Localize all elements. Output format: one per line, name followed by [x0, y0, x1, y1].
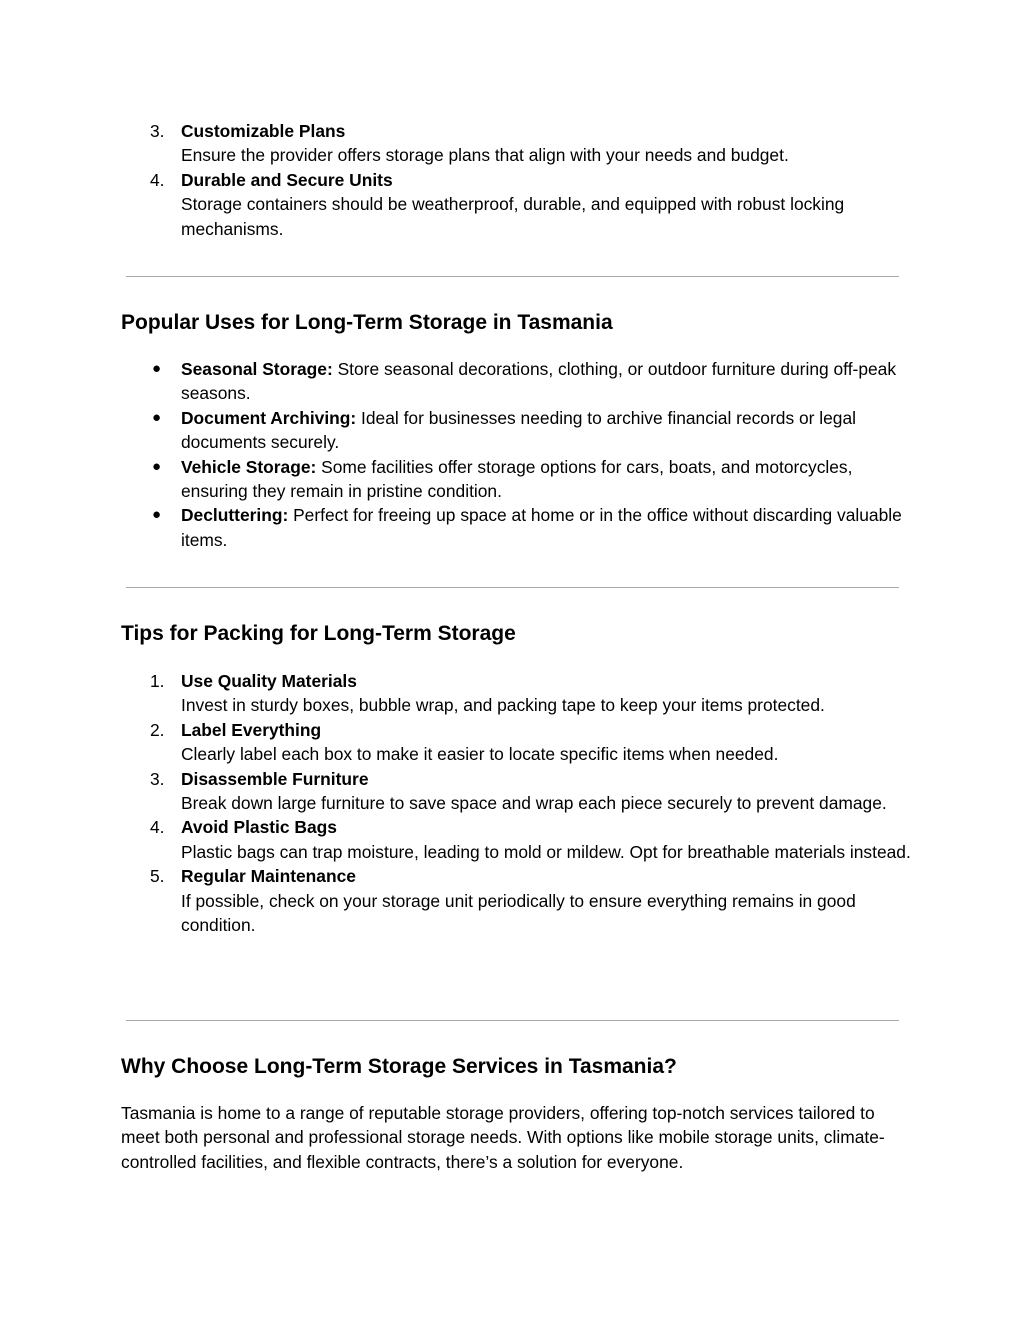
list-item-text: Store seasonal decorations, clothing, or outdoor furniture during off-peak seasons. [181, 359, 897, 404]
bullet-icon: ● [152, 408, 162, 426]
list-item [121, 864, 911, 937]
list-item [121, 119, 911, 168]
list-number: 4. [150, 817, 165, 838]
list-item-title: Use Quality Materials [181, 671, 357, 691]
list-item [121, 503, 911, 552]
list-item-description: If possible, check on your storage unit periodically to ensure everything remains in good condition. [181, 890, 856, 936]
list-number: 5. [150, 866, 165, 887]
criteria-list [121, 119, 911, 241]
list-number: 3. [150, 121, 165, 141]
tips-list [121, 669, 911, 937]
uses-list [121, 357, 911, 552]
list-item-title: Seasonal Storage: [181, 359, 333, 379]
list-item-title: Durable and Secure Units [181, 169, 393, 190]
list-item-title: Label Everything [181, 719, 322, 740]
list-item-description: Plastic bags can trap moisture, leading to mold or mildew. Opt for breathable materials instead. [181, 841, 911, 862]
section-divider [126, 276, 899, 277]
list-item [121, 815, 911, 864]
list-item-title: Decluttering: [181, 505, 289, 526]
list-item-description: Ensure the provider offers storage plans that align with your needs and budget. [181, 145, 789, 166]
list-item-description: Invest in sturdy boxes, bubble wrap, and packing tape to keep your items protected. [181, 695, 825, 716]
list-item-description: Clearly label each box to make it easier to locate specific items when needed. [181, 744, 779, 765]
list-item-title: Vehicle Storage: [181, 456, 317, 477]
list-item [121, 357, 911, 406]
bullet-icon: ● [152, 457, 162, 475]
list-number: 2. [150, 719, 165, 740]
list-item-title: Avoid Plastic Bags [181, 817, 337, 838]
why-choose-paragraph: Tasmania is home to a range of reputable storage providers, offering top-notch services tailored to meet both personal and professional storage needs. With options like mobile storage units, climate-controlled facilities, and flexible contracts, there’s a solution for everyone. [121, 1103, 885, 1172]
list-item-description: Storage containers should be weatherproof, durable, and equipped with robust locking mechanisms. [181, 194, 845, 239]
section-divider [126, 1020, 899, 1021]
list-item [121, 168, 911, 241]
list-item-text: Ideal for businesses needing to archive financial records or legal documents securely. [181, 407, 857, 453]
list-item-title: Regular Maintenance [181, 866, 356, 887]
list-number: 1. [150, 671, 165, 691]
list-item-text: Some facilities offer storage options for cars, boats, and motorcycles, ensuring they remain in pristine condition. [181, 456, 853, 502]
list-item-text: Perfect for freeing up space at home or in the office without discarding valuable items. [181, 505, 902, 550]
list-item [121, 669, 911, 718]
list-item-title: Customizable Plans [181, 121, 346, 141]
list-number: 4. [150, 169, 165, 190]
list-item-description: Break down large furniture to save space and wrap each piece securely to prevent damage. [181, 793, 887, 814]
list-item [121, 767, 911, 816]
section-heading-why-choose: Why Choose Long-Term Storage Services in Tasmania? [121, 1055, 677, 1078]
list-item [121, 455, 911, 504]
section-heading-packing-tips: Tips for Packing for Long-Term Storage [121, 622, 516, 645]
list-item-title: Document Archiving: [181, 407, 357, 428]
section-divider [126, 587, 899, 588]
list-item-title: Disassemble Furniture [181, 768, 369, 789]
list-item [121, 718, 911, 767]
list-item [121, 406, 911, 455]
bullet-icon: ● [152, 506, 162, 524]
bullet-icon: ● [152, 360, 162, 377]
section-heading-popular-uses: Popular Uses for Long-Term Storage in Tasmania [121, 311, 613, 334]
list-number: 3. [150, 768, 165, 789]
